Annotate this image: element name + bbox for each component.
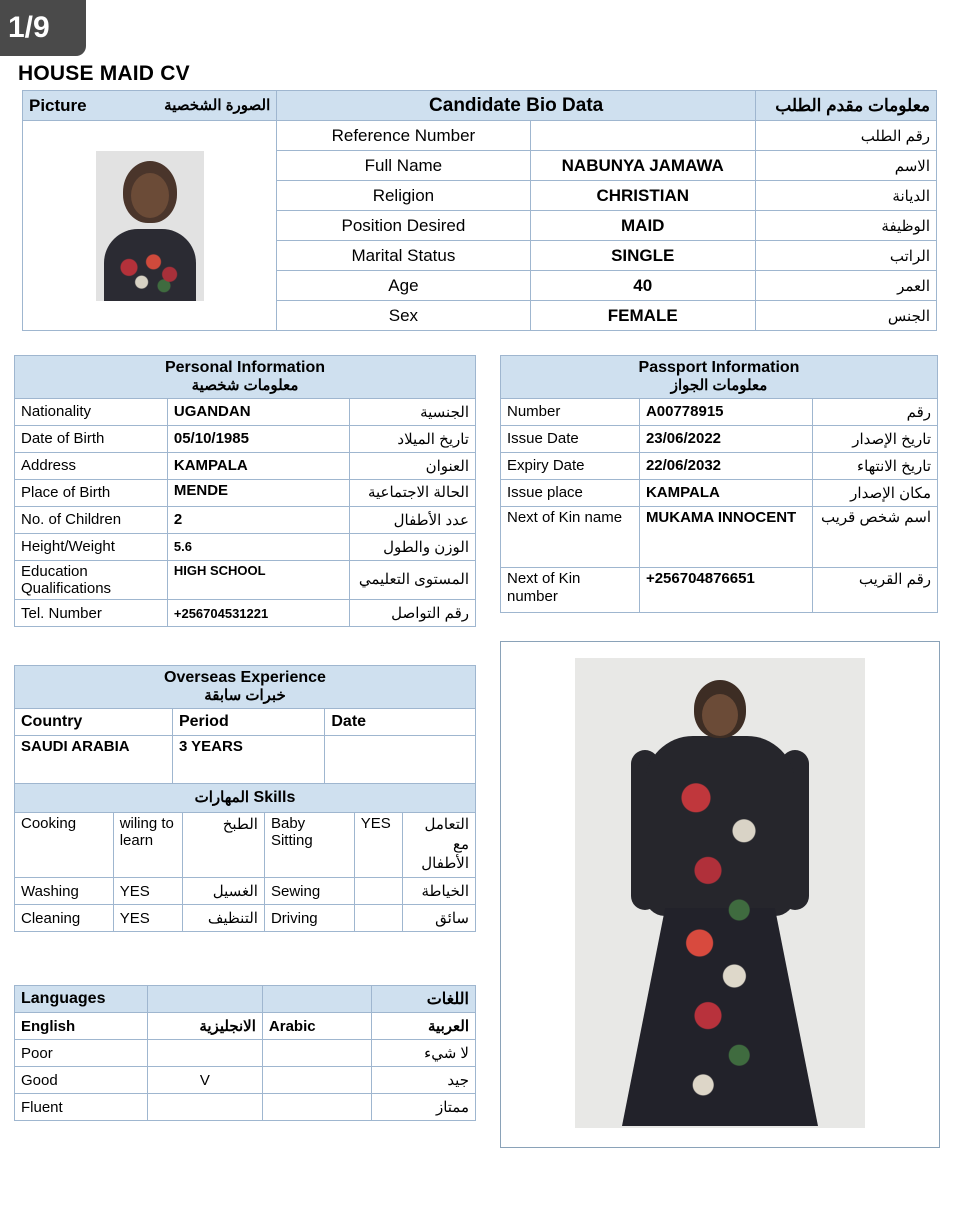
- table-row: [15, 1094, 476, 1121]
- bio-label-ar: الراتب: [755, 241, 936, 271]
- languages-title-en: Languages: [15, 986, 148, 1013]
- bio-value: MAID: [530, 211, 755, 241]
- language-arabic-mark: [262, 1094, 371, 1121]
- passport-value: 23/06/2022: [639, 425, 812, 452]
- bio-label-ar: الديانة: [755, 181, 936, 211]
- candidate-headshot-photo: [23, 121, 277, 331]
- table-row: [501, 452, 938, 479]
- passport-label-ar: اسم شخص قريب: [813, 506, 938, 567]
- overseas-country: SAUDI ARABIA: [15, 735, 173, 786]
- skill-value-babysitting: YES: [354, 813, 402, 878]
- language-arabic-label: Arabic: [262, 1013, 371, 1040]
- personal-label-ar: رقم التواصل: [349, 600, 476, 627]
- passport-label-ar: رقم القريب: [813, 567, 938, 612]
- passport-label: Next of Kin name: [501, 506, 640, 567]
- picture-header-en: Picture: [29, 95, 87, 115]
- personal-label-ar: الحالة الاجتماعية: [349, 479, 476, 506]
- personal-label: Address: [15, 452, 168, 479]
- table-row: [15, 878, 476, 905]
- bio-label-ar: الوظيفة: [755, 211, 936, 241]
- table-row: [501, 506, 938, 567]
- skills-title-en: Skills: [253, 788, 296, 806]
- personal-value: 05/10/1985: [167, 425, 349, 452]
- personal-information-title-row: [15, 356, 476, 399]
- bio-label: Position Desired: [277, 211, 530, 241]
- personal-label-ar: تاريخ الميلاد: [349, 425, 476, 452]
- skill-value-driving: [354, 905, 402, 932]
- passport-label: Expiry Date: [501, 452, 640, 479]
- passport-title-en: Passport Information: [638, 359, 800, 376]
- personal-title-ar: معلومات شخصية: [191, 377, 299, 395]
- passport-label-ar: تاريخ الإصدار: [813, 425, 938, 452]
- skill-label-cooking-ar: الطبخ: [182, 813, 264, 878]
- overseas-title-ar: خبرات سابقة: [204, 687, 286, 705]
- table-row: [501, 425, 938, 452]
- passport-value: A00778915: [639, 398, 812, 425]
- skill-label-sewing-ar: الخياطة: [403, 878, 476, 905]
- skill-label-cleaning-ar: التنظيف: [182, 905, 264, 932]
- skills-title-ar: المهارات: [194, 788, 250, 806]
- bio-value: FEMALE: [530, 301, 755, 331]
- bio-label: Religion: [277, 181, 530, 211]
- personal-value: KAMPALA: [167, 452, 349, 479]
- headshot-image: [96, 151, 204, 301]
- bio-label: Sex: [277, 301, 530, 331]
- table-row: [15, 398, 476, 425]
- table-row: [501, 398, 938, 425]
- personal-value: MENDE: [167, 479, 349, 506]
- personal-label: Place of Birth: [15, 479, 168, 506]
- table-row: [15, 905, 476, 932]
- language-english-label: English: [15, 1013, 148, 1040]
- bio-value: [530, 121, 755, 151]
- table-row: [15, 452, 476, 479]
- skill-label-sewing: Sewing: [264, 878, 354, 905]
- skill-label-driving: Driving: [264, 905, 354, 932]
- passport-information-title-row: [501, 356, 938, 399]
- personal-information-table: [14, 355, 476, 627]
- overseas-date: [325, 735, 476, 786]
- overseas-title-en: Overseas Experience: [164, 669, 326, 686]
- personal-label-ar: العنوان: [349, 452, 476, 479]
- personal-label-ar: الوزن والطول: [349, 533, 476, 560]
- skill-value-sewing: [354, 878, 402, 905]
- bio-label: Marital Status: [277, 241, 530, 271]
- table-row: [15, 479, 476, 506]
- skill-label-cleaning: Cleaning: [15, 905, 114, 932]
- overseas-col-date: Date: [325, 708, 476, 735]
- language-english-mark: [147, 1094, 262, 1121]
- languages-title-row: [15, 986, 476, 1013]
- passport-label-ar: رقم: [813, 398, 938, 425]
- full-body-photo-frame: [500, 641, 940, 1148]
- bio-right-header: معلومات مقدم الطلب: [755, 91, 936, 121]
- languages-title-ar: اللغات: [371, 986, 475, 1013]
- passport-label: Issue place: [501, 479, 640, 506]
- personal-label: No. of Children: [15, 506, 168, 533]
- table-row: [15, 1067, 476, 1094]
- personal-value: 2: [167, 506, 349, 533]
- personal-label-ar: المستوى التعليمي: [349, 560, 476, 600]
- table-row: [15, 600, 476, 627]
- overseas-experience-table: [14, 665, 476, 787]
- passport-label: Next of Kin number: [501, 567, 640, 612]
- overseas-column-header-row: [15, 708, 476, 735]
- picture-header-ar: الصورة الشخصية: [164, 96, 271, 114]
- table-row: [15, 425, 476, 452]
- passport-label-ar: مكان الإصدار: [813, 479, 938, 506]
- passport-title-ar: معلومات الجواز: [670, 377, 768, 395]
- table-row: [15, 560, 476, 600]
- language-english-label-ar: الانجليزية: [147, 1013, 262, 1040]
- language-level: Poor: [15, 1040, 148, 1067]
- language-arabic-mark: [262, 1040, 371, 1067]
- personal-title-en: Personal Information: [164, 359, 326, 376]
- table-row: [501, 567, 938, 612]
- bio-label-ar: الاسم: [755, 151, 936, 181]
- language-english-mark: [147, 1040, 262, 1067]
- candidate-bio-table: [22, 90, 937, 331]
- overseas-col-period: Period: [172, 708, 324, 735]
- language-level-ar: ممتاز: [371, 1094, 475, 1121]
- overseas-col-country: Country: [15, 708, 173, 735]
- language-level: Good: [15, 1067, 148, 1094]
- bio-row: [23, 121, 937, 151]
- personal-label: Nationality: [15, 398, 168, 425]
- skills-table: [14, 783, 476, 932]
- bio-label-ar: رقم الطلب: [755, 121, 936, 151]
- bio-label-ar: الجنس: [755, 301, 936, 331]
- skill-label-babysitting-ar: التعامل مع الأطفال: [403, 813, 476, 878]
- skill-value-cooking: wiling to learn: [113, 813, 182, 878]
- bio-label: Age: [277, 271, 530, 301]
- passport-information-table: [500, 355, 938, 613]
- personal-label: Education Qualifications: [15, 560, 168, 600]
- bio-center-header: Candidate Bio Data: [277, 91, 756, 121]
- page-counter-badge: 1/9: [0, 0, 86, 56]
- bio-value: NABUNYA JAMAWA: [530, 151, 755, 181]
- bio-header-row: [23, 91, 937, 121]
- bio-label-ar: العمر: [755, 271, 936, 301]
- page-title: HOUSE MAID CV: [18, 62, 190, 85]
- bio-value: 40: [530, 271, 755, 301]
- personal-value: +256704531221: [167, 600, 349, 627]
- skill-value-cleaning: YES: [113, 905, 182, 932]
- language-level-ar: لا شيء: [371, 1040, 475, 1067]
- table-row: [15, 533, 476, 560]
- personal-label-ar: الجنسية: [349, 398, 476, 425]
- language-level-ar: جيد: [371, 1067, 475, 1094]
- bio-label: Full Name: [277, 151, 530, 181]
- bio-value: SINGLE: [530, 241, 755, 271]
- language-level: Fluent: [15, 1094, 148, 1121]
- overseas-title-row: [15, 666, 476, 709]
- passport-value: KAMPALA: [639, 479, 812, 506]
- skill-label-driving-ar: سائق: [403, 905, 476, 932]
- picture-header-cell: [23, 91, 277, 121]
- passport-value: 22/06/2032: [639, 452, 812, 479]
- table-row: [15, 506, 476, 533]
- bio-value: CHRISTIAN: [530, 181, 755, 211]
- skill-label-babysitting: Baby Sitting: [264, 813, 354, 878]
- personal-value: UGANDAN: [167, 398, 349, 425]
- skill-value-washing: YES: [113, 878, 182, 905]
- personal-label-ar: عدد الأطفال: [349, 506, 476, 533]
- skill-label-cooking: Cooking: [15, 813, 114, 878]
- passport-label-ar: تاريخ الانتهاء: [813, 452, 938, 479]
- language-arabic-label-ar: العربية: [371, 1013, 475, 1040]
- table-row: [15, 813, 476, 878]
- languages-table: [14, 985, 476, 1121]
- passport-label: Issue Date: [501, 425, 640, 452]
- personal-label: Tel. Number: [15, 600, 168, 627]
- personal-value: HIGH SCHOOL: [167, 560, 349, 600]
- skill-label-washing-ar: الغسيل: [182, 878, 264, 905]
- personal-label: Date of Birth: [15, 425, 168, 452]
- passport-value: +256704876651: [639, 567, 812, 612]
- table-row: [501, 479, 938, 506]
- skills-title-row: [15, 784, 476, 813]
- languages-subheader-row: [15, 1013, 476, 1040]
- language-english-mark: V: [147, 1067, 262, 1094]
- table-row: [15, 735, 476, 786]
- language-arabic-mark: [262, 1067, 371, 1094]
- overseas-period: 3 YEARS: [172, 735, 324, 786]
- passport-label: Number: [501, 398, 640, 425]
- bio-label: Reference Number: [277, 121, 530, 151]
- skill-label-washing: Washing: [15, 878, 114, 905]
- full-body-photo: [575, 658, 865, 1128]
- personal-label: Height/Weight: [15, 533, 168, 560]
- table-row: [15, 1040, 476, 1067]
- personal-value: 5.6: [167, 533, 349, 560]
- passport-value: MUKAMA INNOCENT: [639, 506, 812, 567]
